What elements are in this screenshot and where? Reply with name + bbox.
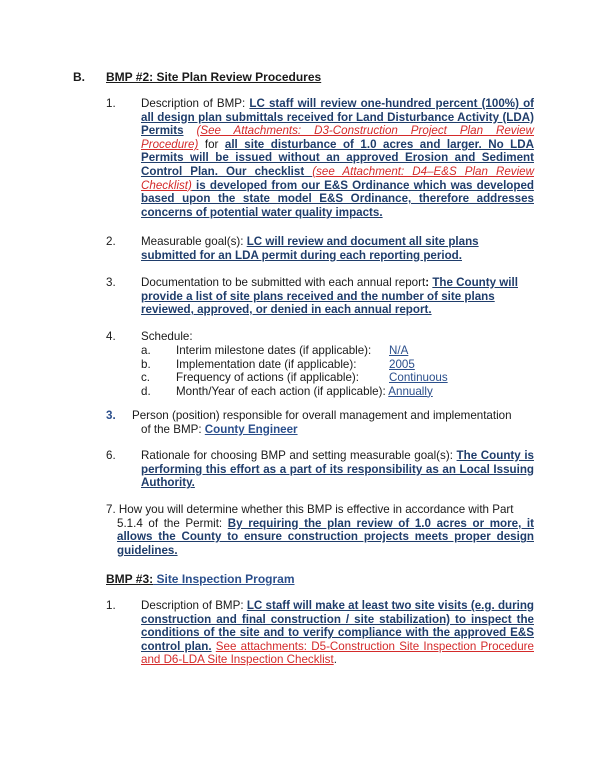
item-rationale [106, 449, 534, 490]
row-value: N/A [389, 344, 409, 357]
item-number: 2. [106, 235, 116, 248]
colon: : [425, 276, 433, 289]
spacer [184, 124, 197, 137]
item-number: 3. [106, 276, 116, 289]
row-letter: a. [141, 344, 151, 357]
item-number: 1. [106, 599, 116, 612]
goals-value: LC will review and document all site plans submitted for an LDA permit during each reporting period. [141, 235, 479, 262]
bmp3-item-description [106, 599, 534, 667]
item-label: How you will determine whether this BMP is effective in accordance with Part [118, 503, 514, 516]
item-label: Description of BMP: [141, 599, 247, 612]
item-label: Documentation to be submitted with each annual report [141, 276, 426, 289]
item-description [106, 97, 534, 219]
item-schedule [106, 330, 534, 344]
item-number: 7. [106, 503, 116, 516]
row-letter: d. [141, 384, 151, 398]
item-documentation [106, 276, 534, 317]
section-title: BMP #2: Site Plan Review Procedures [106, 70, 322, 84]
item-label: Person (position) responsible for overall management and implementation [132, 409, 512, 422]
item-number: 1. [106, 97, 116, 110]
item-number: 3. [106, 409, 116, 422]
item-effectiveness [106, 503, 534, 557]
item-measurable-goals [106, 235, 534, 262]
documentation-value: The County will provide a list of site plans received and the number of site plans reviewed, approved, or denied in each annual report. [141, 276, 518, 317]
responsible-value: County Engineer [204, 422, 298, 436]
description-text-cont: all site disturbance of 1.0 acres and larger. No LDA Permits will be issued without an approved Erosion and Sediment Control Plan. Our checklist [141, 137, 534, 178]
row-label: Implementation date (if applicable): [176, 357, 357, 371]
effectiveness-value: By requiring the plan review of 1.0 acres or more, it allows the County to ensure construction projects meets proper design guidelines. [117, 516, 534, 557]
section-letter: B. [73, 70, 85, 84]
description-text: LC staff will review one-hundred percent (100%) of all design plan submittals received for Land Disturbance Activity (LDA) Permits [141, 97, 535, 138]
row-label: Frequency of actions (if applicable): [176, 371, 360, 384]
item-label: Description of BMP: [141, 97, 250, 110]
item-label-cont: of the BMP: [141, 422, 205, 436]
description-text-end: is developed from our E&S Ordinance which was developed based upon the state model E&S Ordinance, therefore addresses concerns of potential water quality impacts. [141, 178, 534, 219]
item-number: 6. [106, 449, 116, 462]
item-label: Measurable goal(s): [141, 235, 247, 248]
row-label: Interim milestone dates (if applicable): [176, 344, 372, 357]
row-value: Continuous [389, 371, 448, 384]
item-label: Rationale for choosing BMP and setting measurable goal(s): [141, 449, 457, 462]
attachment-link-d3[interactable]: (See Attachments: D3-Construction Project Plan Review Procedure) [141, 124, 534, 151]
row-letter: c. [141, 371, 151, 384]
item-responsible-person [106, 409, 534, 436]
rationale-value: The County is performing this effort as a part of its responsibility as an Local Issuing Authority. [141, 449, 534, 490]
row-letter: b. [141, 357, 151, 371]
row-value: Annually [388, 384, 433, 398]
bmp3-prefix: BMP #3: [106, 572, 154, 586]
bmp3-title: Site Inspection Program [153, 572, 295, 586]
attachment-link-d4[interactable]: (see Attachment: D4–E&S Plan Review Checklist) [141, 164, 534, 192]
attachment-link-d5-d6[interactable]: See attachments: D5-Construction Site Inspection Procedure and D6-LDA Site Inspection Checklist [141, 639, 534, 667]
item-label-cont: 5.1.4 of the Permit: [117, 516, 228, 530]
period: . [333, 653, 337, 667]
connector-text: for [198, 137, 225, 151]
item-label: Schedule: [141, 330, 193, 343]
row-value: 2005 [389, 357, 415, 371]
bmp3-description-value: LC staff will make at least two site visits (e.g. during construction and final construction / site stabilization) to inspect the conditions of the site and to verify compliance with the approved E&S control plan. [141, 599, 534, 653]
bmp3-heading [106, 572, 295, 586]
row-label: Month/Year of each action (if applicable): [176, 384, 389, 398]
item-number: 4. [106, 330, 116, 343]
